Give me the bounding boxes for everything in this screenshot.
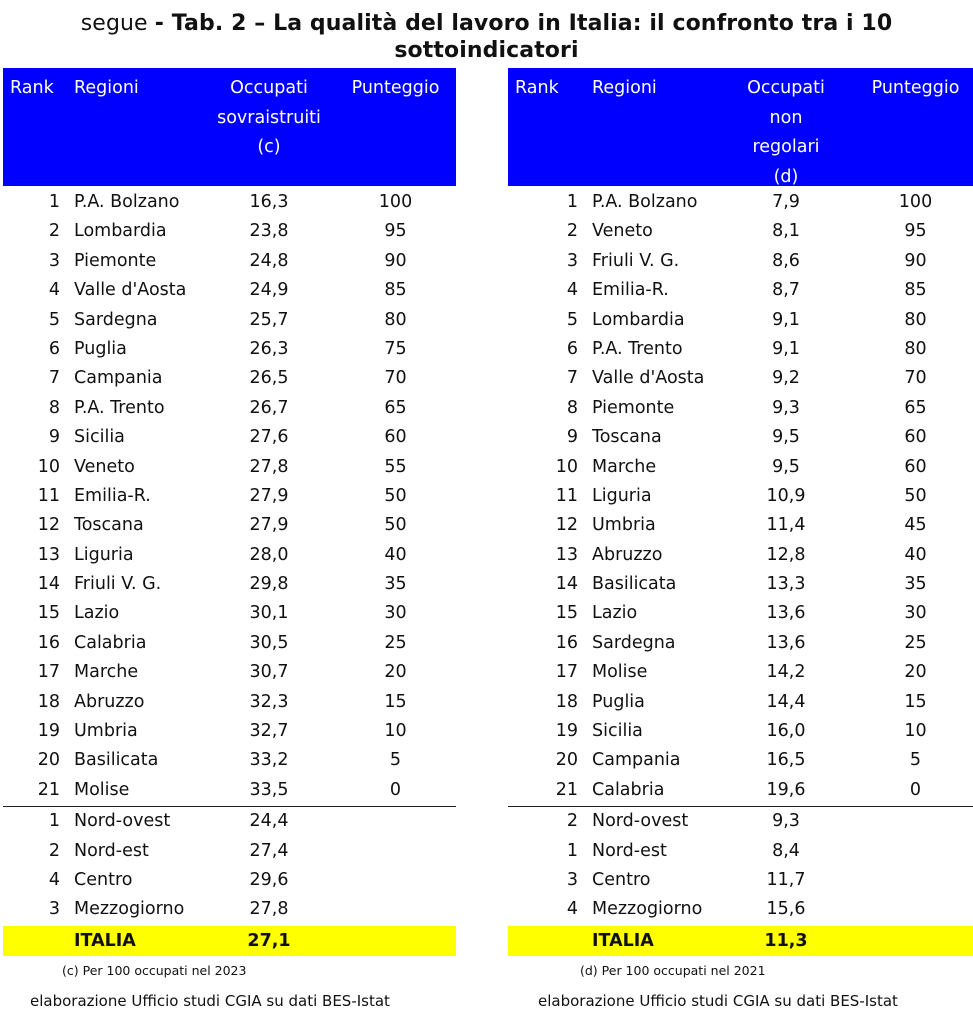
rank-cell: 9 xyxy=(566,427,578,448)
score-cell: 30 xyxy=(904,603,927,624)
score-cell: 70 xyxy=(384,368,407,389)
value-cell: 33,5 xyxy=(249,779,289,800)
region-cell: Nord-ovest xyxy=(592,811,689,832)
score-cell: 95 xyxy=(904,221,927,242)
rank-cell: 4 xyxy=(48,869,60,890)
table-row xyxy=(508,335,973,364)
rank-cell: 17 xyxy=(555,662,578,683)
rank-cell: 20 xyxy=(37,750,60,771)
table-row xyxy=(508,276,973,305)
area-row xyxy=(508,837,973,866)
table-row xyxy=(3,658,456,687)
total-row xyxy=(3,926,456,956)
table-row xyxy=(508,717,973,746)
value-cell: 13,6 xyxy=(766,603,806,624)
value-cell: 8,4 xyxy=(772,840,800,861)
score-cell: 45 xyxy=(904,515,927,536)
area-row xyxy=(508,807,973,836)
title-main: - Tab. 2 – La qualità del lavoro in Italia: il confronto tra i 10 xyxy=(154,11,893,36)
table-irregular xyxy=(508,68,973,956)
area-row xyxy=(3,807,456,836)
score-cell: 100 xyxy=(378,192,413,212)
header-value-line: Occupati xyxy=(230,78,308,98)
header-value-line: Occupati xyxy=(747,78,825,98)
value-cell: 9,1 xyxy=(772,338,800,359)
header-value xyxy=(211,74,327,163)
total-label: ITALIA xyxy=(74,930,136,951)
value-cell: 32,3 xyxy=(249,691,289,712)
rank-cell: 19 xyxy=(555,721,578,742)
rank-cell: 4 xyxy=(566,280,578,301)
region-cell: Basilicata xyxy=(592,574,677,595)
value-cell: 24,4 xyxy=(249,811,289,832)
region-cell: Lazio xyxy=(592,603,638,624)
rank-cell: 19 xyxy=(37,721,60,742)
value-cell: 27,6 xyxy=(249,427,289,448)
region-cell: Toscana xyxy=(74,515,144,536)
region-cell: Liguria xyxy=(74,544,134,565)
table-row xyxy=(508,482,973,511)
table-row xyxy=(508,746,973,775)
value-cell: 15,6 xyxy=(766,899,806,920)
value-cell: 10,9 xyxy=(766,485,806,506)
value-cell: 27,8 xyxy=(249,456,289,477)
value-cell: 12,8 xyxy=(766,544,806,565)
value-cell: 30,1 xyxy=(249,603,289,624)
rank-cell: 4 xyxy=(48,280,60,301)
table-row xyxy=(508,629,973,658)
value-cell: 25,7 xyxy=(249,309,289,330)
table-row xyxy=(3,188,456,217)
score-cell: 35 xyxy=(384,574,407,595)
value-cell: 13,6 xyxy=(766,632,806,653)
rank-cell: 10 xyxy=(37,456,60,477)
value-cell: 9,3 xyxy=(772,811,800,832)
score-cell: 90 xyxy=(384,250,407,271)
rank-cell: 2 xyxy=(48,840,60,861)
region-cell: Emilia-R. xyxy=(592,280,669,301)
score-cell: 20 xyxy=(904,662,927,683)
region-cell: Mezzogiorno xyxy=(74,899,185,920)
table-row xyxy=(3,306,456,335)
table-row xyxy=(3,453,456,482)
region-cell: Friuli V. G. xyxy=(592,250,680,271)
rank-cell: 1 xyxy=(566,840,578,861)
rank-cell: 8 xyxy=(566,397,578,418)
table-row xyxy=(508,453,973,482)
score-cell: 30 xyxy=(384,603,407,624)
value-cell: 26,3 xyxy=(249,338,289,359)
rank-cell: 12 xyxy=(37,515,60,536)
score-cell: 60 xyxy=(384,427,407,448)
region-cell: Veneto xyxy=(74,456,135,477)
region-cell: Piemonte xyxy=(592,397,675,418)
table-header xyxy=(3,68,456,186)
region-cell: Nord-est xyxy=(74,840,149,861)
region-cell: Veneto xyxy=(592,221,653,242)
table-row xyxy=(3,541,456,570)
value-cell: 27,8 xyxy=(249,899,289,920)
rank-cell: 7 xyxy=(48,368,60,389)
value-cell: 24,8 xyxy=(249,250,289,271)
region-cell: Lombardia xyxy=(592,309,685,330)
value-cell: 9,5 xyxy=(772,456,800,477)
region-cell: Sardegna xyxy=(74,309,158,330)
area-row xyxy=(3,895,456,924)
area-row xyxy=(508,895,973,924)
table-row xyxy=(508,599,973,628)
value-cell: 26,7 xyxy=(249,397,289,418)
score-cell: 80 xyxy=(904,338,927,359)
region-cell: Nord-ovest xyxy=(74,811,171,832)
table-row xyxy=(3,717,456,746)
table-row xyxy=(508,247,973,276)
table-row xyxy=(508,541,973,570)
total-value: 27,1 xyxy=(247,930,291,951)
table-row xyxy=(508,188,973,217)
region-cell: Umbria xyxy=(592,515,656,536)
header-regioni: Regioni xyxy=(592,78,657,98)
value-cell: 28,0 xyxy=(249,544,289,565)
rank-cell: 1 xyxy=(48,811,60,832)
total-row xyxy=(508,926,973,956)
region-cell: Centro xyxy=(74,869,133,890)
rank-cell: 12 xyxy=(555,515,578,536)
header-value xyxy=(738,74,834,192)
score-cell: 50 xyxy=(384,485,407,506)
rank-cell: 3 xyxy=(48,899,60,920)
region-cell: Sicilia xyxy=(74,427,125,448)
region-cell: Lazio xyxy=(74,603,120,624)
score-cell: 25 xyxy=(904,632,927,653)
page-title xyxy=(0,10,973,64)
value-cell: 29,6 xyxy=(249,869,289,890)
rank-cell: 6 xyxy=(48,338,60,359)
header-value-line: (c) xyxy=(257,137,281,157)
area-row xyxy=(3,837,456,866)
table-row xyxy=(3,482,456,511)
value-cell: 13,3 xyxy=(766,574,806,595)
header-value-line: non xyxy=(769,107,803,128)
table-row xyxy=(508,776,973,805)
value-cell: 9,5 xyxy=(772,427,800,448)
header-value-line: sovraistruiti xyxy=(217,107,321,128)
region-cell: Nord-est xyxy=(592,840,667,861)
total-value: 11,3 xyxy=(764,930,808,951)
region-cell: Basilicata xyxy=(74,750,159,771)
score-cell: 85 xyxy=(904,280,927,301)
title-line2: sottoindicatori xyxy=(394,38,579,63)
score-cell: 5 xyxy=(909,750,922,771)
area-row xyxy=(3,866,456,895)
value-cell: 30,7 xyxy=(249,662,289,683)
value-cell: 8,1 xyxy=(772,221,800,242)
rank-cell: 3 xyxy=(48,250,60,271)
region-cell: P.A. Trento xyxy=(74,397,165,418)
region-cell: Liguria xyxy=(592,485,652,506)
header-rank: Rank xyxy=(10,78,54,98)
score-cell: 0 xyxy=(389,779,402,800)
rank-cell: 8 xyxy=(48,397,60,418)
rank-cell: 4 xyxy=(566,899,578,920)
rank-cell: 1 xyxy=(48,192,60,212)
region-cell: Sardegna xyxy=(592,632,676,653)
score-cell: 15 xyxy=(904,691,927,712)
score-cell: 65 xyxy=(384,397,407,418)
region-cell: Sicilia xyxy=(592,721,643,742)
table-row xyxy=(508,306,973,335)
rank-cell: 6 xyxy=(566,338,578,359)
table-row xyxy=(3,276,456,305)
rank-cell: 18 xyxy=(37,691,60,712)
value-cell: 27,9 xyxy=(249,515,289,536)
value-cell: 29,8 xyxy=(249,574,289,595)
table-body xyxy=(508,186,973,805)
score-cell: 80 xyxy=(904,309,927,330)
table-row xyxy=(3,688,456,717)
rank-cell: 14 xyxy=(37,574,60,595)
table-row xyxy=(508,688,973,717)
region-cell: Marche xyxy=(592,456,657,477)
score-cell: 60 xyxy=(904,456,927,477)
table-row xyxy=(3,629,456,658)
region-cell: P.A. Trento xyxy=(592,338,683,359)
rank-cell: 3 xyxy=(566,250,578,271)
table-row xyxy=(3,335,456,364)
value-cell: 32,7 xyxy=(249,721,289,742)
score-cell: 5 xyxy=(389,750,402,771)
score-cell: 100 xyxy=(898,192,933,212)
region-cell: P.A. Bolzano xyxy=(74,192,180,212)
score-cell: 20 xyxy=(384,662,407,683)
table-row xyxy=(3,511,456,540)
score-cell: 0 xyxy=(909,779,922,800)
rank-cell: 1 xyxy=(566,192,578,212)
rank-cell: 18 xyxy=(555,691,578,712)
rank-cell: 5 xyxy=(48,309,60,330)
score-cell: 70 xyxy=(904,368,927,389)
region-cell: Lombardia xyxy=(74,221,167,242)
rank-cell: 16 xyxy=(555,632,578,653)
score-cell: 10 xyxy=(904,721,927,742)
score-cell: 90 xyxy=(904,250,927,271)
score-cell: 65 xyxy=(904,397,927,418)
value-cell: 24,9 xyxy=(249,280,289,301)
rank-cell: 13 xyxy=(555,544,578,565)
value-cell: 27,9 xyxy=(249,485,289,506)
rank-cell: 17 xyxy=(37,662,60,683)
value-cell: 11,4 xyxy=(766,515,806,536)
value-cell: 33,2 xyxy=(249,750,289,771)
header-value-line: (d) xyxy=(773,166,799,187)
value-cell: 30,5 xyxy=(249,632,289,653)
total-label: ITALIA xyxy=(592,930,654,951)
rank-cell: 2 xyxy=(48,221,60,242)
score-cell: 95 xyxy=(384,221,407,242)
region-cell: Friuli V. G. xyxy=(74,574,162,595)
region-cell: Calabria xyxy=(74,632,147,653)
region-cell: Marche xyxy=(74,662,139,683)
score-cell: 75 xyxy=(384,338,407,359)
table-row xyxy=(3,217,456,246)
rank-cell: 15 xyxy=(555,603,578,624)
rank-cell: 21 xyxy=(555,779,578,800)
region-cell: P.A. Bolzano xyxy=(592,192,698,212)
credit-left: elaborazione Ufficio studi CGIA su dati BES-Istat xyxy=(30,992,390,1010)
score-cell: 55 xyxy=(384,456,407,477)
value-cell: 8,6 xyxy=(772,250,800,271)
table-row xyxy=(3,776,456,805)
score-cell: 40 xyxy=(384,544,407,565)
score-cell: 50 xyxy=(384,515,407,536)
rank-cell: 2 xyxy=(566,221,578,242)
value-cell: 16,0 xyxy=(766,721,806,742)
value-cell: 9,2 xyxy=(772,368,800,389)
rank-cell: 15 xyxy=(37,603,60,624)
value-cell: 16,3 xyxy=(249,192,289,212)
value-cell: 8,7 xyxy=(772,280,800,301)
table-row xyxy=(3,599,456,628)
table-overqualified xyxy=(3,68,456,956)
table-row xyxy=(508,423,973,452)
rank-cell: 3 xyxy=(566,869,578,890)
value-cell: 14,2 xyxy=(766,662,806,683)
score-cell: 80 xyxy=(384,309,407,330)
rank-cell: 20 xyxy=(555,750,578,771)
region-cell: Campania xyxy=(74,368,163,389)
value-cell: 26,5 xyxy=(249,368,289,389)
region-cell: Puglia xyxy=(74,338,127,359)
value-cell: 11,7 xyxy=(766,869,806,890)
table-row xyxy=(508,511,973,540)
header-regioni: Regioni xyxy=(74,78,139,98)
region-cell: Valle d'Aosta xyxy=(592,368,705,389)
header-score: Punteggio xyxy=(351,78,440,98)
title-prefix: segue xyxy=(80,11,155,36)
area-row xyxy=(508,866,973,895)
rank-cell: 11 xyxy=(555,485,578,506)
table-body xyxy=(3,186,456,805)
region-cell: Molise xyxy=(74,779,130,800)
rank-cell: 16 xyxy=(37,632,60,653)
score-cell: 15 xyxy=(384,691,407,712)
value-cell: 16,5 xyxy=(766,750,806,771)
table-row xyxy=(3,394,456,423)
value-cell: 7,9 xyxy=(772,192,800,212)
rank-cell: 13 xyxy=(37,544,60,565)
note-left: (c) Per 100 occupati nel 2023 xyxy=(62,963,247,978)
table-row xyxy=(3,364,456,393)
table-header xyxy=(508,68,973,186)
score-cell: 25 xyxy=(384,632,407,653)
region-cell: Calabria xyxy=(592,779,665,800)
score-cell: 40 xyxy=(904,544,927,565)
table-row xyxy=(3,570,456,599)
region-cell: Molise xyxy=(592,662,648,683)
rank-cell: 7 xyxy=(566,368,578,389)
table-row xyxy=(3,746,456,775)
region-cell: Campania xyxy=(592,750,681,771)
note-right: (d) Per 100 occupati nel 2021 xyxy=(580,963,766,978)
score-cell: 50 xyxy=(904,485,927,506)
table-row xyxy=(508,658,973,687)
rank-cell: 2 xyxy=(566,811,578,832)
rank-cell: 11 xyxy=(37,485,60,506)
header-score: Punteggio xyxy=(871,78,960,98)
header-rank: Rank xyxy=(515,78,559,98)
region-cell: Abruzzo xyxy=(592,544,663,565)
rank-cell: 9 xyxy=(48,427,60,448)
score-cell: 10 xyxy=(384,721,407,742)
value-cell: 27,4 xyxy=(249,840,289,861)
region-cell: Piemonte xyxy=(74,250,157,271)
region-cell: Emilia-R. xyxy=(74,485,151,506)
table-row xyxy=(508,570,973,599)
table-row xyxy=(508,364,973,393)
rank-cell: 5 xyxy=(566,309,578,330)
region-cell: Toscana xyxy=(592,427,662,448)
rank-cell: 14 xyxy=(555,574,578,595)
region-cell: Valle d'Aosta xyxy=(74,280,187,301)
value-cell: 23,8 xyxy=(249,221,289,242)
header-value-line: regolari xyxy=(752,137,820,157)
region-cell: Centro xyxy=(592,869,651,890)
rank-cell: 21 xyxy=(37,779,60,800)
value-cell: 14,4 xyxy=(766,691,806,712)
region-cell: Umbria xyxy=(74,721,138,742)
region-cell: Abruzzo xyxy=(74,691,145,712)
score-cell: 60 xyxy=(904,427,927,448)
score-cell: 85 xyxy=(384,280,407,301)
rank-cell: 10 xyxy=(555,456,578,477)
table-row xyxy=(3,247,456,276)
region-cell: Puglia xyxy=(592,691,645,712)
value-cell: 9,1 xyxy=(772,309,800,330)
region-cell: Mezzogiorno xyxy=(592,899,703,920)
value-cell: 9,3 xyxy=(772,397,800,418)
table-row xyxy=(508,217,973,246)
credit-right: elaborazione Ufficio studi CGIA su dati BES-Istat xyxy=(538,992,898,1010)
value-cell: 19,6 xyxy=(766,779,806,800)
table-row xyxy=(3,423,456,452)
table-row xyxy=(508,394,973,423)
score-cell: 35 xyxy=(904,574,927,595)
